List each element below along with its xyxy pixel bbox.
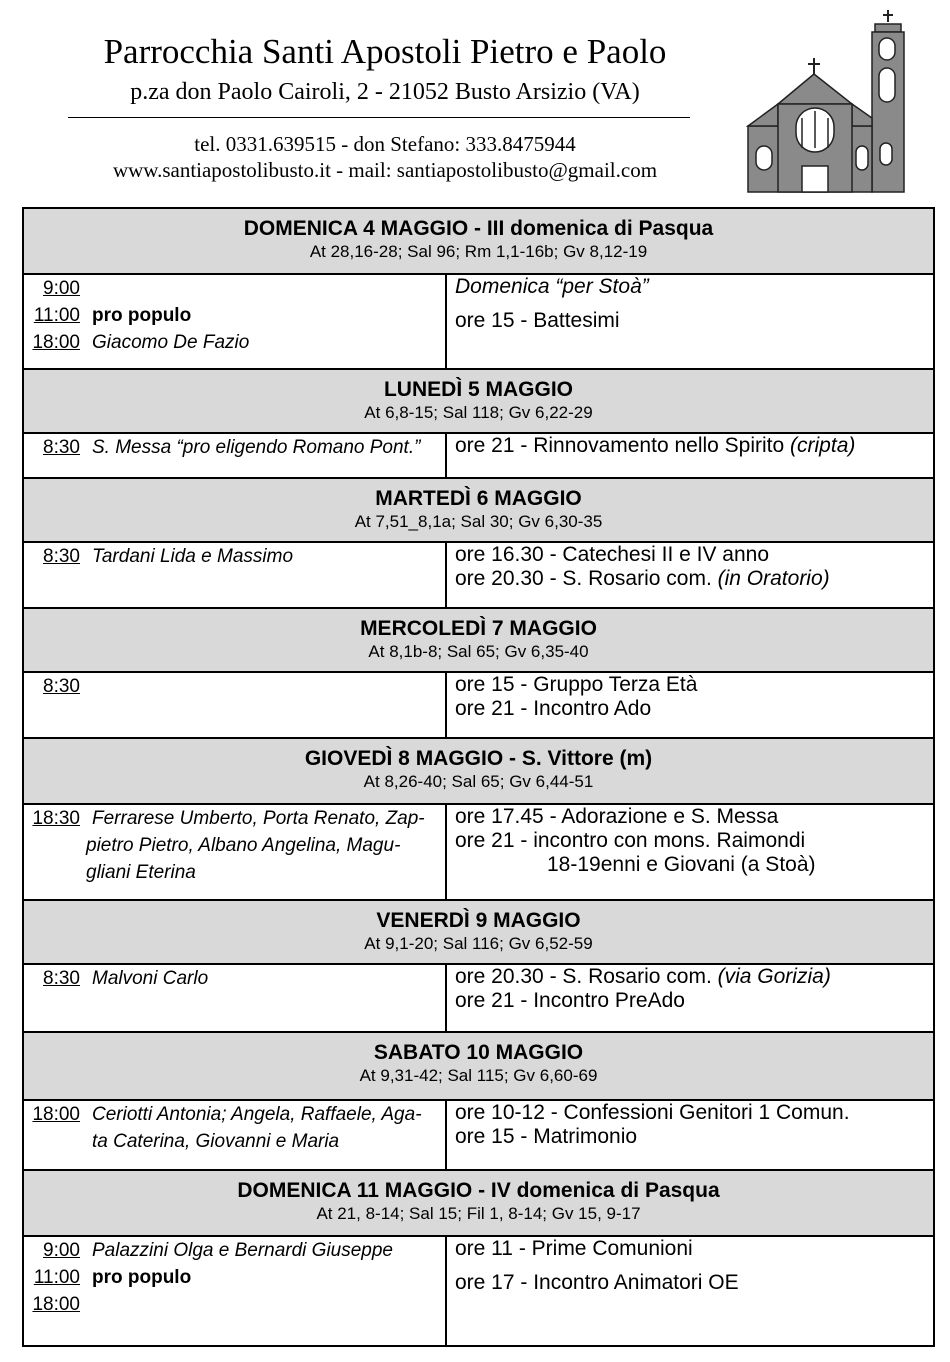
- day-header: [23, 900, 934, 964]
- mass-time: 8:30: [43, 676, 80, 697]
- mass-intention: pro populo: [92, 305, 192, 326]
- activity-entry: [447, 567, 933, 591]
- day-readings: At 9,1-20; Sal 116; Gv 6,52-59: [364, 934, 593, 953]
- day-title: LUNEDÌ 5 MAGGIO: [383, 378, 573, 401]
- activities-cell: [446, 964, 934, 1032]
- mass-intention: pietro Pietro, Albano Angelina, Magu-: [86, 835, 401, 856]
- day-header-row: [23, 738, 934, 804]
- day-readings: At 6,8-15; Sal 118; Gv 6,22-29: [364, 403, 593, 422]
- mass-intention: pro populo: [92, 1267, 192, 1288]
- activities-cell: [446, 1236, 934, 1346]
- mass-entry: [24, 1237, 445, 1264]
- day-readings: At 8,1b-8; Sal 65; Gv 6,35-40: [368, 642, 589, 661]
- activity-entry: [447, 309, 933, 333]
- activity-text: ore 16.30 - Catechesi II e IV anno: [455, 543, 770, 566]
- day-header-row: [23, 478, 934, 542]
- masses-cell: [23, 274, 446, 369]
- mass-entry: [24, 1101, 445, 1128]
- day-header-row: [23, 208, 934, 274]
- mass-time: 18:30: [32, 808, 80, 829]
- activity-text: 18-19enni e Giovani (a Stoà): [547, 853, 816, 876]
- masses-cell: [23, 433, 446, 478]
- mass-intention: Malvoni Carlo: [92, 968, 209, 989]
- activity-entry: [447, 829, 933, 853]
- mass-time: 8:30: [43, 968, 80, 989]
- activity-entry: [447, 673, 933, 697]
- parish-title: Parrocchia Santi Apostoli Pietro e Paolo: [103, 32, 667, 71]
- day-readings: At 8,26-40; Sal 65; Gv 6,44-51: [363, 772, 594, 791]
- activity-entry: [447, 965, 933, 989]
- day-header-row: [23, 608, 934, 672]
- activity-text: ore 17.45 - Adorazione e S. Messa: [455, 805, 779, 828]
- mass-entry: [24, 965, 445, 992]
- activity-text: ore 10-12 - Confessioni Genitori 1 Comun.: [455, 1101, 850, 1124]
- day-header: [23, 369, 934, 433]
- activities-cell: [446, 1100, 934, 1170]
- masses-cell: [23, 1236, 446, 1346]
- day-title: DOMENICA 4 MAGGIO - III domenica di Pasqua: [243, 217, 714, 240]
- activity-text: ore 17 - Incontro Animatori OE: [455, 1271, 739, 1294]
- activity-text: ore 21 - Incontro PreAdo: [455, 989, 685, 1012]
- mass-entry: [24, 1128, 445, 1155]
- activity-entry: [447, 543, 933, 567]
- mass-entry: [24, 832, 445, 859]
- day-schedule-row: [23, 804, 934, 900]
- day-header: [23, 1032, 934, 1100]
- header-divider: [68, 117, 690, 118]
- activity-note: (cripta): [790, 434, 856, 457]
- mass-entry: [24, 805, 445, 832]
- day-readings: At 7,51_8,1a; Sal 30; Gv 6,30-35: [354, 512, 603, 531]
- mass-entry: [24, 302, 445, 329]
- mass-intention: S. Messa “pro eligendo Romano Pont.”: [92, 437, 421, 458]
- day-schedule-row: [23, 542, 934, 608]
- mass-time: 18:00: [32, 332, 80, 353]
- day-schedule-row: [23, 672, 934, 738]
- day-title: VENERDÌ 9 MAGGIO: [376, 909, 581, 932]
- mass-intention: Tardani Lida e Massimo: [92, 546, 294, 567]
- mass-entry: [24, 859, 445, 886]
- activity-entry: [447, 1237, 933, 1261]
- activity-text: ore 15 - Matrimonio: [455, 1125, 638, 1148]
- mass-time: 11:00: [33, 1267, 80, 1288]
- mass-entry: [24, 673, 445, 700]
- day-header: [23, 738, 934, 804]
- day-header: [23, 478, 934, 542]
- activity-text: ore 20.30 - S. Rosario com.: [455, 567, 712, 590]
- day-readings: At 28,16-28; Sal 96; Rm 1,1-16b; Gv 8,12-19: [309, 242, 648, 261]
- mass-entry: [24, 1264, 445, 1291]
- activities-cell: [446, 672, 934, 738]
- mass-time: 8:30: [43, 546, 80, 567]
- mass-intention: ta Caterina, Giovanni e Maria: [92, 1131, 340, 1152]
- activities-cell: [446, 433, 934, 478]
- activity-text: ore 15 - Gruppo Terza Età: [455, 673, 698, 696]
- day-title: MERCOLEDÌ 7 MAGGIO: [360, 617, 597, 640]
- parish-web-mail: www.santiapostolibusto.it - mail: santiapostolibusto@gmail.com: [112, 158, 658, 182]
- day-title: GIOVEDÌ 8 MAGGIO - S. Vittore (m): [304, 747, 653, 770]
- activities-cell: [446, 274, 934, 369]
- day-title: DOMENICA 11 MAGGIO - IV domenica di Pasqua: [237, 1179, 720, 1202]
- activity-note: (in Oratorio): [717, 567, 830, 590]
- church-icon: [742, 8, 922, 196]
- mass-entry: [24, 543, 445, 570]
- parish-phones: tel. 0331.639515 - don Stefano: 333.8475944: [194, 132, 576, 156]
- masses-cell: [23, 1100, 446, 1170]
- day-schedule-row: [23, 274, 934, 369]
- day-header-row: [23, 1170, 934, 1236]
- activity-text: ore 15 - Battesimi: [455, 309, 620, 332]
- mass-entry: [24, 275, 445, 302]
- activity-entry: [447, 1125, 933, 1149]
- weekly-calendar: [22, 207, 935, 1347]
- activity-text: ore 21 - Incontro Ado: [455, 697, 652, 720]
- activity-entry: [447, 989, 933, 1013]
- activity-text: ore 11 - Prime Comunioni: [455, 1237, 693, 1260]
- mass-time: 18:00: [32, 1294, 80, 1315]
- activity-entry: [447, 434, 933, 458]
- day-schedule-row: [23, 964, 934, 1032]
- day-header: [23, 1170, 934, 1236]
- mass-intention: Giacomo De Fazio: [92, 332, 250, 353]
- activity-text: ore 21 - incontro con mons. Raimondi: [455, 829, 806, 852]
- mass-intention: gliani Eterina: [86, 862, 196, 883]
- mass-time: 9:00: [43, 1240, 80, 1261]
- activity-text: ore 20.30 - S. Rosario com.: [455, 965, 712, 988]
- day-title: MARTEDÌ 6 MAGGIO: [375, 487, 582, 510]
- day-header-row: [23, 900, 934, 964]
- mass-entry: [24, 434, 445, 461]
- day-readings: At 9,31-42; Sal 115; Gv 6,60-69: [359, 1066, 598, 1085]
- activity-text: ore 21 - Rinnovamento nello Spirito: [455, 434, 785, 457]
- mass-intention: Ferrarese Umberto, Porta Renato, Zap-: [92, 808, 425, 829]
- parish-header: [0, 0, 950, 200]
- activity-entry: [447, 805, 933, 829]
- mass-intention: Ceriotti Antonia; Angela, Raffaele, Aga-: [92, 1104, 422, 1125]
- day-header: [23, 208, 934, 274]
- day-schedule-row: [23, 1100, 934, 1170]
- mass-entry: [24, 1291, 445, 1318]
- masses-cell: [23, 964, 446, 1032]
- day-title: SABATO 10 MAGGIO: [373, 1041, 584, 1064]
- day-header-row: [23, 1032, 934, 1100]
- day-readings: At 21, 8-14; Sal 15; Fil 1, 8-14; Gv 15, 9-17: [316, 1204, 641, 1223]
- parish-address: p.za don Paolo Cairoli, 2 - 21052 Busto Arsizio (VA): [130, 79, 640, 105]
- masses-cell: [23, 542, 446, 608]
- mass-time: 9:00: [43, 278, 80, 299]
- activity-note: (via Gorizia): [717, 965, 831, 988]
- mass-intention: Palazzini Olga e Bernardi Giuseppe: [92, 1240, 394, 1261]
- activity-text: Domenica “per Stoà”: [455, 275, 649, 298]
- activity-entry: [447, 275, 933, 299]
- mass-time: 18:00: [32, 1104, 80, 1125]
- day-header: [23, 608, 934, 672]
- day-header-row: [23, 369, 934, 433]
- masses-cell: [23, 672, 446, 738]
- activities-cell: [446, 542, 934, 608]
- activity-entry: [447, 697, 933, 721]
- mass-time: 11:00: [33, 305, 80, 326]
- masses-cell: [23, 804, 446, 900]
- day-schedule-row: [23, 433, 934, 478]
- activities-cell: [446, 804, 934, 900]
- activity-entry: [447, 1101, 933, 1125]
- day-schedule-row: [23, 1236, 934, 1346]
- mass-entry: [24, 329, 445, 356]
- mass-time: 8:30: [43, 437, 80, 458]
- activity-entry: [447, 853, 933, 877]
- activity-entry: [447, 1271, 933, 1295]
